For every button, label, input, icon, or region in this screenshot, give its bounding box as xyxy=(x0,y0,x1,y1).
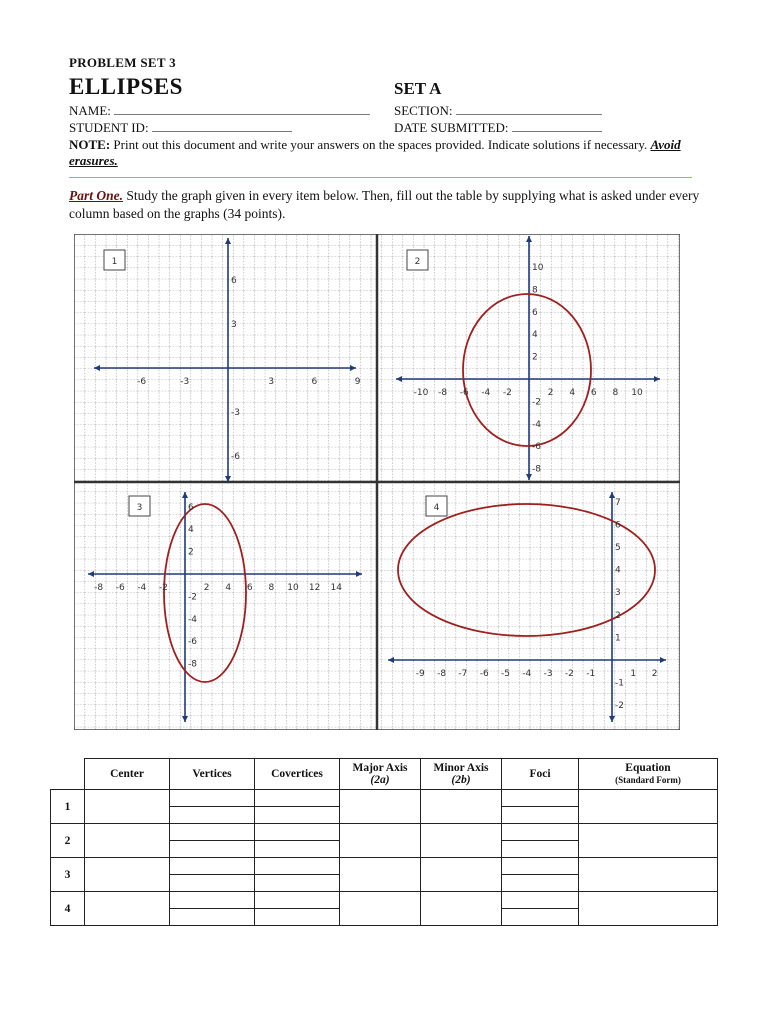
minor-axis-cell[interactable] xyxy=(421,858,502,892)
note xyxy=(69,137,709,169)
x-tick-label: 1 xyxy=(630,669,637,679)
table-row xyxy=(51,892,718,909)
covertex-cell-2[interactable] xyxy=(255,909,340,926)
divider xyxy=(69,177,692,178)
vertex-cell-2[interactable] xyxy=(170,909,255,926)
center-cell[interactable] xyxy=(85,824,170,858)
minor-axis-cell[interactable] xyxy=(421,892,502,926)
y-tick-label: -6 xyxy=(188,637,197,648)
col-major-axis xyxy=(340,759,421,790)
x-tick-label: -6 xyxy=(459,388,469,398)
x-tick-label: -3 xyxy=(543,669,553,679)
x-tick-label: 6 xyxy=(311,377,318,387)
y-tick-label: 2 xyxy=(615,610,621,621)
major-axis-cell[interactable] xyxy=(340,790,421,824)
part-one-text: Study the graph given in every item below. Then, fill out the table by supplying what is asked under every column based on the graphs (34 points). xyxy=(69,188,700,221)
name-field[interactable] xyxy=(69,103,370,119)
x-tick-label: 2 xyxy=(547,388,554,398)
y-tick-label: 10 xyxy=(532,263,544,273)
y-tick-label: 6 xyxy=(532,307,538,318)
equation-cell[interactable] xyxy=(579,824,718,858)
date-line xyxy=(512,121,602,132)
note-emphasis: Avoid erasures. xyxy=(69,137,681,168)
x-tick-label: 2 xyxy=(651,669,658,679)
x-tick-label: -9 xyxy=(415,669,425,679)
x-tick-label: -1 xyxy=(586,669,596,679)
focus-cell-1[interactable] xyxy=(502,790,579,807)
x-tick-label: -6 xyxy=(137,377,147,387)
minor-axis-cell[interactable] xyxy=(421,790,502,824)
table-row xyxy=(51,858,718,875)
equation-cell[interactable] xyxy=(579,892,718,926)
equation-sub: (Standard Form) xyxy=(615,775,681,785)
section-line xyxy=(456,104,602,115)
x-tick-label: 8 xyxy=(268,583,275,593)
y-tick-label: 4 xyxy=(615,565,621,576)
x-tick-label: -2 xyxy=(564,669,574,679)
col-center: Center xyxy=(85,759,170,790)
answer-table xyxy=(50,758,718,926)
vertex-cell-1[interactable] xyxy=(170,790,255,807)
y-tick-label: 5 xyxy=(615,543,621,553)
center-cell[interactable] xyxy=(85,790,170,824)
col-vertices: Vertices xyxy=(170,759,255,790)
y-tick-label: -3 xyxy=(231,408,240,419)
page-title: ELLIPSES xyxy=(69,74,183,99)
y-tick-label: 8 xyxy=(532,285,538,296)
vertex-cell-2[interactable] xyxy=(170,875,255,892)
y-tick-label: 6 xyxy=(231,275,237,286)
row-label: 4 xyxy=(51,892,85,926)
part-one-label: Part One. xyxy=(69,188,123,203)
note-text: Print out this document and write your answers on the spaces provided. Indicate solutions if necessary. xyxy=(110,137,651,152)
minor-sub: (2b) xyxy=(451,774,471,786)
y-tick-label: -4 xyxy=(532,419,541,430)
y-tick-label: 7 xyxy=(615,497,621,508)
table-header-row xyxy=(51,759,718,790)
table-body xyxy=(51,790,718,926)
table-row xyxy=(51,824,718,841)
y-tick-label: -8 xyxy=(532,464,541,475)
equation-cell[interactable] xyxy=(579,858,718,892)
y-tick-label: 6 xyxy=(188,502,194,513)
equation-cell[interactable] xyxy=(579,790,718,824)
graph-number: 4 xyxy=(433,503,440,513)
y-tick-label: 4 xyxy=(532,330,538,341)
x-tick-label: -4 xyxy=(137,583,147,593)
x-tick-label: -8 xyxy=(438,388,448,398)
focus-cell-2[interactable] xyxy=(502,807,579,824)
covertex-cell-2[interactable] xyxy=(255,875,340,892)
x-tick-label: 4 xyxy=(225,583,232,593)
ellipse-graphs xyxy=(74,234,680,730)
date-label: DATE SUBMITTED: xyxy=(394,120,509,135)
y-tick-label: -2 xyxy=(532,397,541,408)
y-tick-label: -8 xyxy=(188,659,197,670)
table-row xyxy=(51,790,718,807)
equation-label: Equation xyxy=(625,762,671,774)
minor-axis-cell[interactable] xyxy=(421,824,502,858)
covertex-cell-1[interactable] xyxy=(255,892,340,909)
y-tick-label: 3 xyxy=(615,588,621,599)
x-tick-label: -4 xyxy=(481,388,491,398)
x-tick-label: -8 xyxy=(94,583,104,593)
y-tick-label: -6 xyxy=(231,452,240,463)
vertex-cell-1[interactable] xyxy=(170,824,255,841)
graph-number: 3 xyxy=(136,503,143,513)
x-tick-label: 9 xyxy=(354,377,361,387)
y-tick-label: 4 xyxy=(188,525,194,536)
vertex-cell-1[interactable] xyxy=(170,858,255,875)
covertex-cell-1[interactable] xyxy=(255,858,340,875)
x-tick-label: -3 xyxy=(180,377,190,387)
student-id-field[interactable] xyxy=(69,120,292,136)
col-foci: Foci xyxy=(502,759,579,790)
x-tick-label: -2 xyxy=(502,388,512,398)
x-tick-label: -10 xyxy=(413,388,429,398)
part-one-instructions xyxy=(69,187,729,223)
x-tick-label: 12 xyxy=(308,583,321,593)
x-tick-label: 6 xyxy=(246,583,253,593)
focus-cell-2[interactable] xyxy=(502,909,579,926)
section-label: SECTION: xyxy=(394,103,453,118)
focus-cell-1[interactable] xyxy=(502,892,579,909)
x-tick-label: -6 xyxy=(479,669,489,679)
y-tick-label: 6 xyxy=(615,520,621,531)
covertex-cell-1[interactable] xyxy=(255,790,340,807)
y-tick-label: -6 xyxy=(532,442,541,453)
focus-cell-1[interactable] xyxy=(502,824,579,841)
graph-number: 1 xyxy=(111,257,118,267)
col-minor-axis xyxy=(421,759,502,790)
date-field[interactable] xyxy=(394,120,602,136)
x-tick-label: -8 xyxy=(437,669,447,679)
focus-cell-1[interactable] xyxy=(502,858,579,875)
note-label: NOTE: xyxy=(69,137,111,152)
x-tick-label: 10 xyxy=(631,388,643,398)
major-sub: (2a) xyxy=(370,774,390,786)
section-field[interactable] xyxy=(394,103,602,119)
x-tick-label: -6 xyxy=(115,583,125,593)
y-tick-label: -2 xyxy=(188,592,197,603)
focus-cell-2[interactable] xyxy=(502,875,579,892)
corner-cell xyxy=(51,759,85,790)
row-label: 1 xyxy=(51,790,85,824)
center-cell[interactable] xyxy=(85,892,170,926)
minor-label: Minor Axis xyxy=(433,762,489,774)
x-tick-label: 4 xyxy=(569,388,576,398)
x-tick-label: 2 xyxy=(203,583,210,593)
row-label: 3 xyxy=(51,858,85,892)
x-tick-label: -7 xyxy=(458,669,468,679)
vertex-cell-2[interactable] xyxy=(170,807,255,824)
covertex-cell-2[interactable] xyxy=(255,807,340,824)
y-tick-label: -4 xyxy=(188,614,197,625)
student-id-line xyxy=(152,121,292,132)
name-label: NAME: xyxy=(69,103,111,118)
name-line xyxy=(114,104,370,115)
problem-set-label: PROBLEM SET 3 xyxy=(69,55,176,70)
major-axis-cell[interactable] xyxy=(340,892,421,926)
col-covertices: Covertices xyxy=(255,759,340,790)
y-tick-label: 1 xyxy=(615,633,621,644)
y-tick-label: 3 xyxy=(231,319,237,330)
major-axis-cell[interactable] xyxy=(340,824,421,858)
x-tick-label: 6 xyxy=(590,388,597,398)
col-equation xyxy=(579,759,718,790)
y-tick-label: 2 xyxy=(188,547,194,558)
x-tick-label: -2 xyxy=(158,583,168,593)
covertex-cell-2[interactable] xyxy=(255,841,340,858)
x-tick-label: 14 xyxy=(330,583,342,593)
row-label: 2 xyxy=(51,824,85,858)
x-tick-label: 8 xyxy=(612,388,619,398)
x-tick-label: -4 xyxy=(522,669,532,679)
covertex-cell-1[interactable] xyxy=(255,824,340,841)
graph-number: 2 xyxy=(414,257,421,267)
student-id-label: STUDENT ID: xyxy=(69,120,149,135)
center-cell[interactable] xyxy=(85,858,170,892)
major-label: Major Axis xyxy=(352,762,408,774)
major-axis-cell[interactable] xyxy=(340,858,421,892)
y-tick-label: -1 xyxy=(615,678,624,689)
y-tick-label: -2 xyxy=(615,701,624,712)
x-tick-label: 3 xyxy=(268,377,275,387)
set-label: SET A xyxy=(394,79,442,98)
y-tick-label: 2 xyxy=(532,352,538,363)
focus-cell-2[interactable] xyxy=(502,841,579,858)
vertex-cell-1[interactable] xyxy=(170,892,255,909)
x-tick-label: 10 xyxy=(287,583,299,593)
vertex-cell-2[interactable] xyxy=(170,841,255,858)
x-tick-label: -5 xyxy=(501,669,510,679)
